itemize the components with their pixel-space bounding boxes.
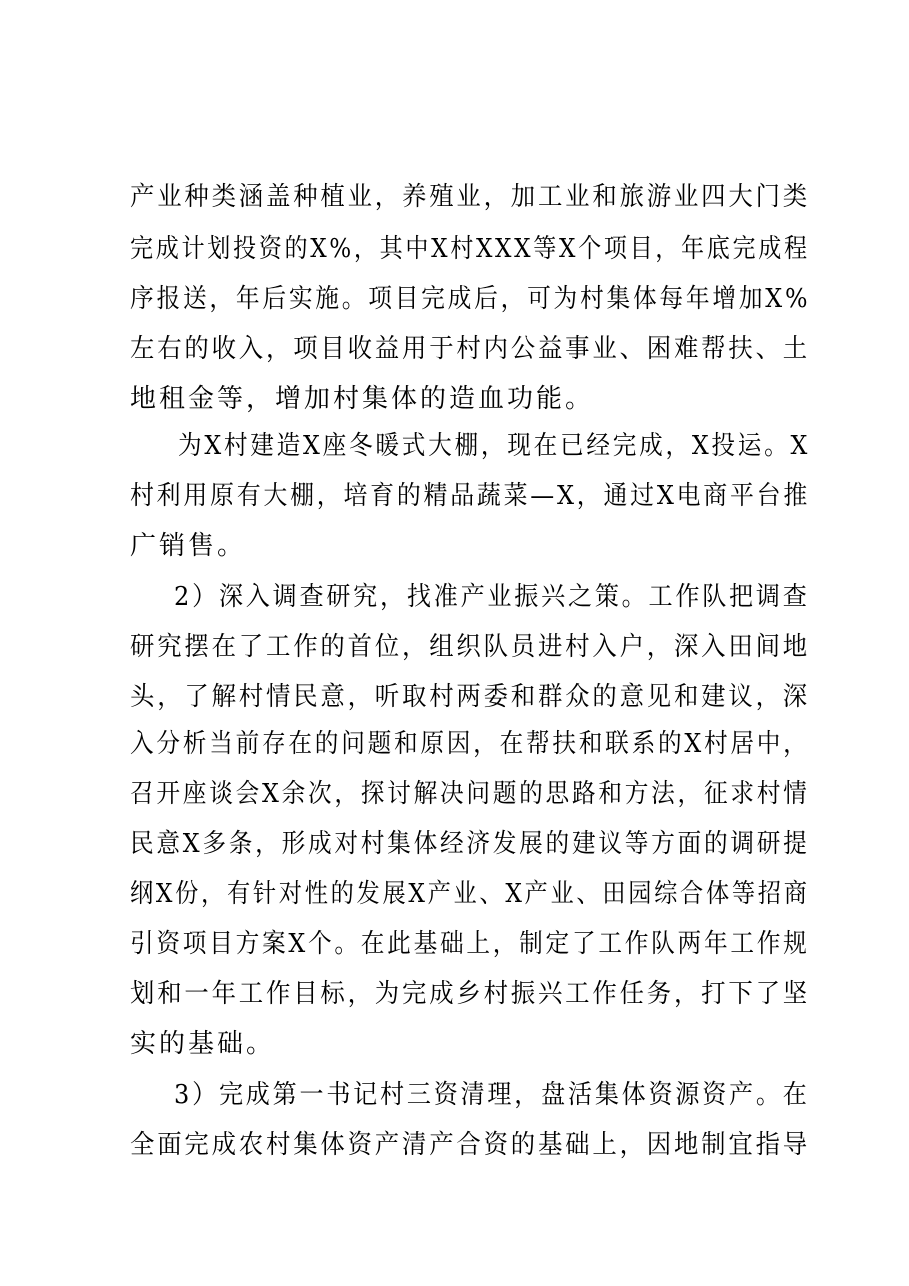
- text-line: 引资项目方案X个。在此基础上，制定了工作队两年工作规: [130, 929, 810, 959]
- text-line: 研究摆在了工作的首位，组织队员进村入户，深入田间地: [130, 632, 810, 662]
- text-line: 入分析当前存在的问题和原因，在帮扶和联系的X村居中，: [130, 729, 810, 759]
- text-line: 广销售。: [130, 531, 247, 561]
- text-line: 产业种类涵盖种植业，养殖业，加工业和旅游业四大门类: [130, 182, 810, 212]
- text-line: 完成计划投资的X%，其中X村XXX等X个项目，年底完成程: [130, 234, 810, 264]
- paragraph-first-line: 3）完成第一书记村三资清理，盘活集体资源资产。在: [174, 1080, 810, 1110]
- text-line: 实的基础。: [130, 1029, 276, 1059]
- text-line: 村利用原有大棚，培育的精品蔬菜—X，通过X电商平台推: [130, 481, 811, 511]
- text-line: 头，了解村情民意，听取村两委和群众的意见和建议，深: [130, 682, 810, 712]
- paragraph-first-line: 2）深入调查研究，找准产业振兴之策。工作队把调查: [174, 582, 810, 612]
- text-line: 召开座谈会X余次，探讨解决问题的思路和方法，征求村情: [130, 779, 810, 809]
- text-line: 全面完成农村集体资产清产合资的基础上，因地制宜指导: [130, 1130, 810, 1160]
- text-line: 序报送，年后实施。项目完成后，可为村集体每年增加X%: [130, 284, 811, 314]
- text-line: 左右的收入，项目收益用于村内公益事业、困难帮扶、土: [130, 334, 810, 364]
- text-line: 纲X份，有针对性的发展X产业、X产业、田园综合体等招商: [130, 879, 810, 909]
- text-line: 地租金等，增加村集体的造血功能。: [130, 384, 595, 414]
- paragraph-first-line: 为X村建造X座冬暖式大棚，现在已经完成，X投运。X: [178, 431, 811, 461]
- text-line: 民意X多条，形成对村集体经济发展的建议等方面的调研提: [130, 829, 810, 859]
- text-line: 划和一年工作目标，为完成乡村振兴工作任务，打下了坚: [130, 979, 810, 1009]
